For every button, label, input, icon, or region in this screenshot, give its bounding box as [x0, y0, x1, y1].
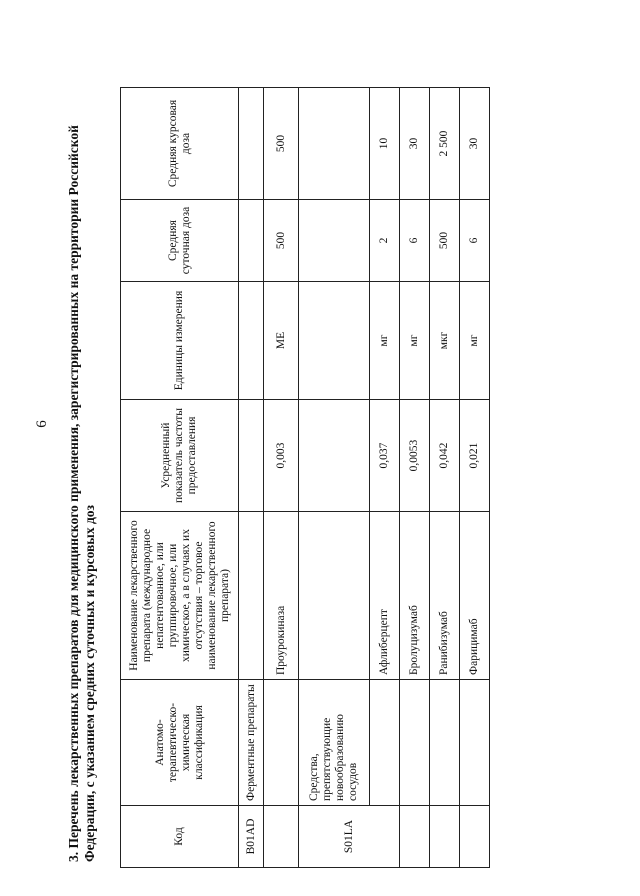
- drug-frequency: 0,037: [370, 400, 400, 512]
- drug-unit: мкг: [430, 282, 460, 400]
- drug-daily-dose: 500: [264, 200, 299, 282]
- drug-course-dose: 500: [264, 88, 299, 200]
- section-heading: 3. Перечень лекарственных препаратов для медицинского применения, зарегистрированных на территории Российской Федерации, с указанием средних суточных и курсовых доз: [66, 125, 97, 862]
- group-class: Ферментные препараты: [239, 680, 264, 806]
- drug-name: Ранибизумаб: [430, 512, 460, 680]
- drug-frequency: 0,042: [430, 400, 460, 512]
- empty-cell: [264, 680, 299, 806]
- empty-cell: [239, 512, 264, 680]
- empty-cell: [239, 282, 264, 400]
- drug-frequency: 0,003: [264, 400, 299, 512]
- empty-cell: [400, 680, 430, 806]
- empty-cell: [430, 806, 460, 868]
- drug-table: [120, 87, 490, 868]
- drug-daily-dose: 6: [400, 200, 430, 282]
- drug-daily-dose: 6: [460, 200, 490, 282]
- empty-cell: [460, 806, 490, 868]
- empty-cell: [298, 400, 369, 512]
- empty-cell: [239, 400, 264, 512]
- empty-cell: [264, 806, 299, 868]
- empty-cell: [370, 680, 400, 806]
- drug-name: Бролуцизумаб: [400, 512, 430, 680]
- group-code: S01LA: [298, 806, 399, 868]
- empty-cell: [239, 88, 264, 200]
- drug-name: Фарицимаб: [460, 512, 490, 680]
- drug-course-dose: 10: [370, 88, 400, 200]
- empty-cell: [298, 282, 369, 400]
- group-code: B01AD: [239, 806, 264, 868]
- empty-cell: [239, 200, 264, 282]
- drug-frequency: 0,021: [460, 400, 490, 512]
- empty-cell: [460, 680, 490, 806]
- header-atc: Анатомо-терапевтическо-химическая классификация: [121, 680, 239, 806]
- drug-course-dose: 30: [400, 88, 430, 200]
- drug-unit: МЕ: [264, 282, 299, 400]
- header-unit: Единицы измерения: [121, 282, 239, 400]
- rotated-content: [60, 88, 480, 868]
- drug-name: Афлиберцепт: [370, 512, 400, 680]
- empty-cell: [298, 88, 369, 200]
- header-code: Код: [121, 806, 239, 868]
- empty-cell: [430, 680, 460, 806]
- drug-unit: мг: [370, 282, 400, 400]
- empty-cell: [400, 806, 430, 868]
- drug-daily-dose: 500: [430, 200, 460, 282]
- drug-name: Проурокиназа: [264, 512, 299, 680]
- header-drug-name: Наименование лекарственного препарата (международное непатентованное, или группировочное, или химическое, а в случаях их отсутствия – торговое наименование лекарственного препарата): [121, 512, 239, 680]
- header-course-dose: Средняя курсовая доза: [121, 88, 239, 200]
- empty-cell: [298, 200, 369, 282]
- drug-unit: мг: [400, 282, 430, 400]
- empty-cell: [298, 512, 369, 680]
- drug-frequency: 0,0053: [400, 400, 430, 512]
- drug-unit: мг: [460, 282, 490, 400]
- drug-course-dose: 2 500: [430, 88, 460, 200]
- header-daily-dose: Средняя суточная доза: [121, 200, 239, 282]
- group-class: Средства, препятствующие новообразованию сосудов: [298, 680, 369, 806]
- page-number: 6: [34, 420, 50, 428]
- drug-daily-dose: 2: [370, 200, 400, 282]
- header-frequency: Усредненный показатель частоты предоставления: [121, 400, 239, 512]
- drug-course-dose: 30: [460, 88, 490, 200]
